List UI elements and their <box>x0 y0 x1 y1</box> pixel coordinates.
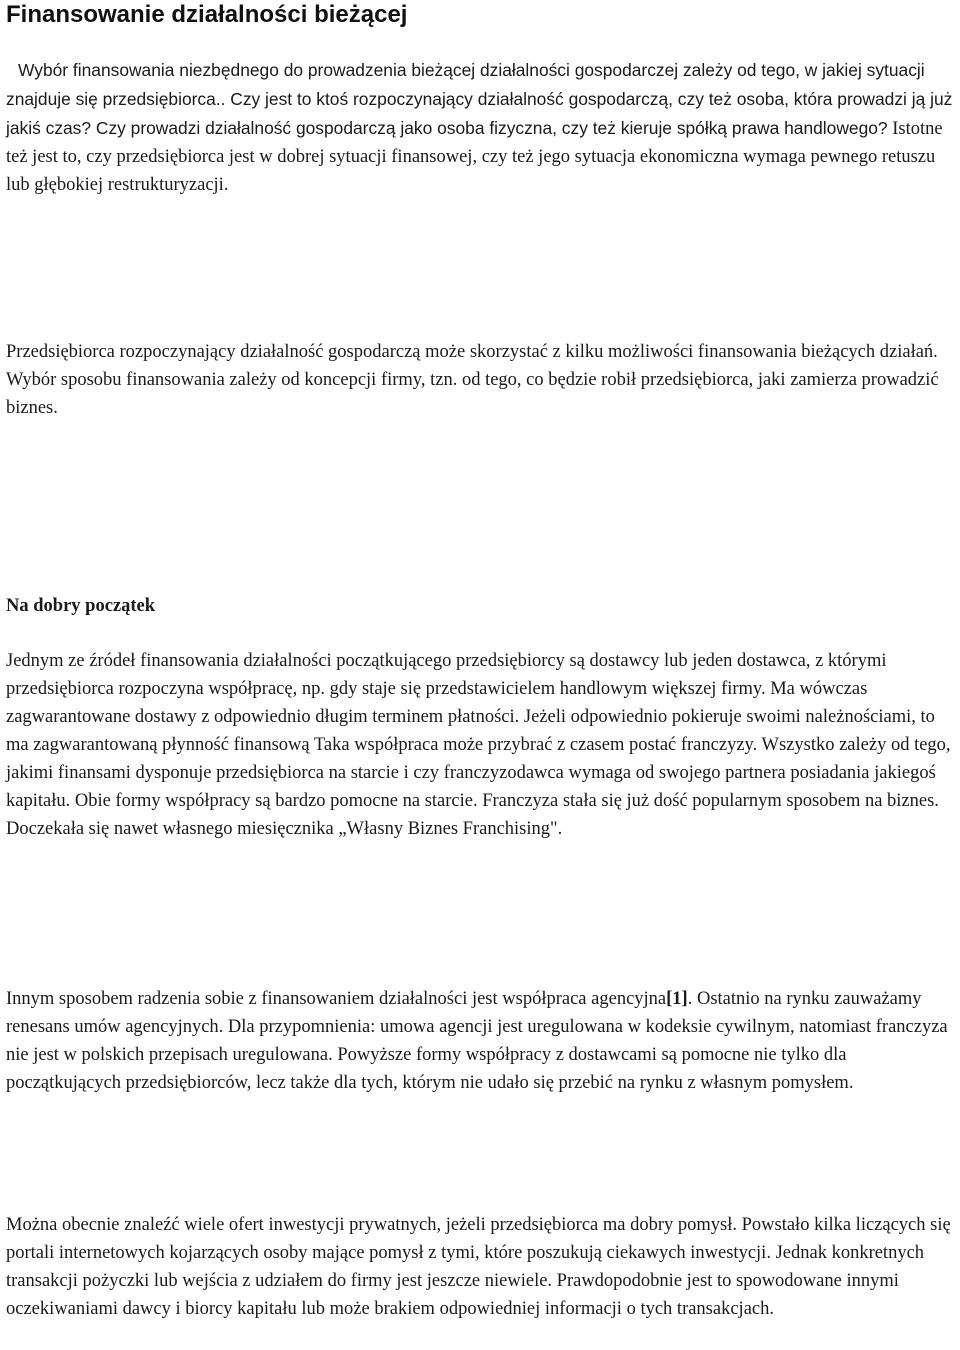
agency-paragraph-part-2: . Ostatnio na rynku zauważamy renesans umów agencyjnych. Dla przypomnienia: umowa agencji jest uregulowana w kodeksie cywilnym, natomiast franczyza nie jest w polskich przepisach uregulowana. Powyższe formy współpracy z dostawcami są pomocne nie tylko dla początkujących przedsiębiorców, lecz także dla tych, którym nie udało się przebić na rynku z własnym pomysłem. <box>6 989 948 1093</box>
agency-paragraph <box>6 985 956 1097</box>
agency-paragraph-part-1: Innym sposobem radzenia sobie z finansowaniem działalności jest współpraca agencyjna <box>6 989 667 1009</box>
suppliers-paragraph: Jednym ze źródeł finansowania działalności początkującego przedsiębiorcy są dostawcy lub jeden dostawca, z którymi przedsiębiorca rozpoczyna współpracę, np. gdy staje się przedstawicielem handlowym większej firmy. Ma wówczas zagwarantowane dostawy z odpowiednio długim terminem płatności. Jeżeli odpowiednio pokieruje swoimi należnościami, to ma zagwarantowaną płynność finansową Taka współpraca może przybrać z czasem postać franczyzy. Wszystko zależy od tego, jakimi finansami dysponuje przedsiębiorca na starcie i czy franczyzodawca wymaga od swojego partnera posiadania jakiegoś kapitału. Obie formy współpracy są bardzo pomocne na starcie. Franczyza stała się już dość popularnym sposobem na biznes. Doczekała się nawet własnego miesięcznika „Własny Biznes Franchising". <box>6 651 951 839</box>
investment-paragraph: Można obecnie znaleźć wiele ofert inwestycji prywatnych, jeżeli przedsiębiorca ma dobry pomysł. Powstało kilka liczących się portali internetowych kojarzących osoby mające pomysł z tymi, które poszukują ciekawych inwestycji. Jednak konkretnych transakcji pożyczki lub wejścia z udziałem do firmy jest jeszcze niewiele. Prawdopodobnie jest to spowodowane innymi oczekiwaniami dawcy i biorcy kapitału lub może brakiem odpowiedniej informacji o tych transakcjach. <box>6 1215 951 1319</box>
footnote-reference-link[interactable]: [1] <box>666 989 688 1009</box>
intro-paragraph-part-2: Istotne też jest to, czy przedsiębiorca jest w dobrej sytuacji finansowej, czy też jego sytuacja ekonomiczna wymaga pewnego retuszu lub głębokiej restrukturyzacji. <box>6 119 943 195</box>
section-heading: Na dobry początek <box>6 596 156 616</box>
intro-paragraph-part-1: Wybór finansowania niezbędnego do prowadzenia bieżącej działalności gospodarczej zależy od tego, w jakiej sytuacji znajduje się przedsiębiorca.. Czy jest to ktoś rozpoczynający działalność gospodarczą, czy też osoba, która prowadzi ją już jakiś czas? Czy prowadzi działalność gospodarczą jako osoba fizyczna, czy też kieruje spółką prawa handlowego? <box>6 60 953 138</box>
page-title: Finansowanie działalności bieżącej <box>6 1 408 28</box>
startup-paragraph: Przedsiębiorca rozpoczynający działalność gospodarczą może skorzystać z kilku możliwości finansowania bieżących działań. Wybór sposobu finansowania zależy od koncepcji firmy, tzn. od tego, co będzie robił przedsiębiorca, jaki zamierza prowadzić biznes. <box>6 342 939 418</box>
intro-paragraph <box>6 56 956 199</box>
